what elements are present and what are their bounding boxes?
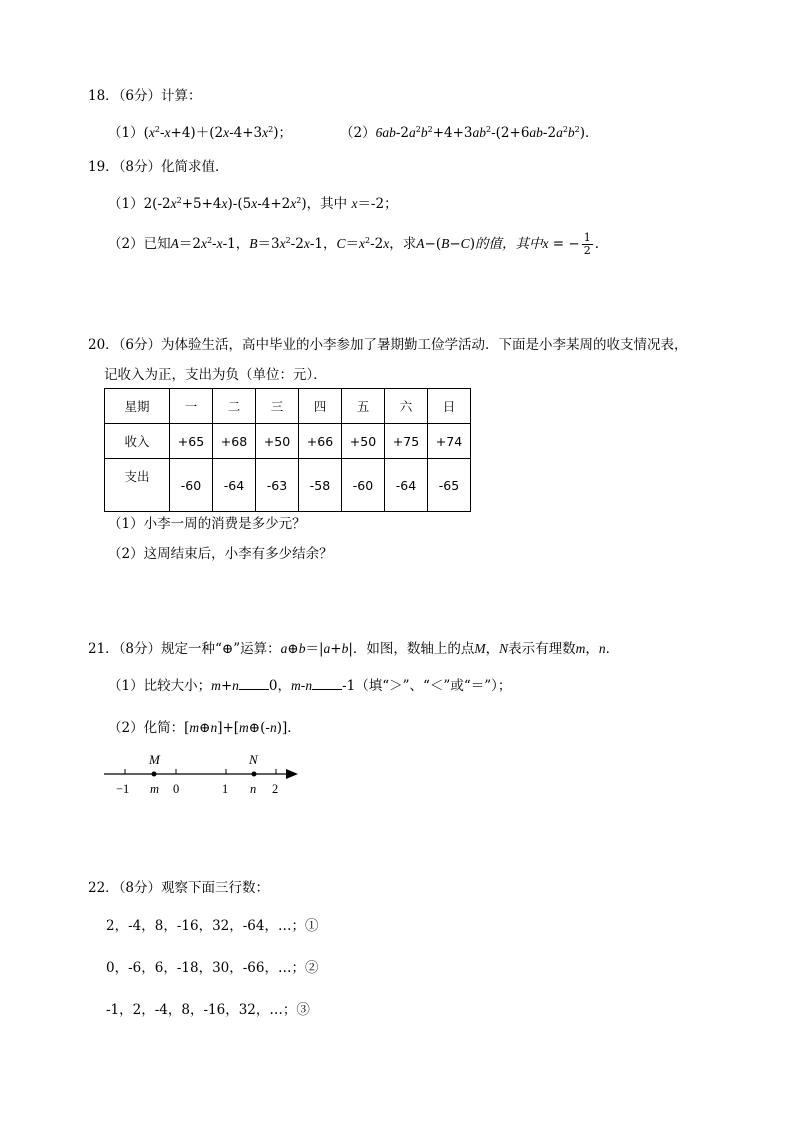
tick-label: −1 [116,782,130,796]
tick-label: 0 [173,782,180,796]
table-header-cell: 星期 [105,389,170,424]
table-cell: -60 [170,459,213,512]
q18-instruction: 计算： [161,88,202,104]
point-n-label: N [249,752,258,767]
table-cell: -58 [299,459,342,512]
table-row-label: 支出 [105,459,170,512]
table-header-row [105,389,471,424]
q18-part2: $(2)6ab-2a^2b^2+4+3ab^2-(2+6ab-2a^2b^2)$． [340,125,599,141]
table-cell: +75 [385,424,428,459]
table-header-cell: 三 [256,389,299,424]
q22-stem: 22．（8分）观察下面三行数： [88,880,270,896]
table-cell: -63 [256,459,299,512]
table-cell: +65 [170,424,213,459]
q19-part2: （2）已知$A=2x^2-x-1$，$B=3x^2-2x-1$，$C=x^2-2x$，求A−(B−C)的值，其中x = − $\frac{1}{2}$ ． [108,231,609,257]
q20-stem-line2: 记收入为正，支出为负（单位：元）． [104,367,327,383]
arrow-icon [286,769,298,779]
tick-label: 2 [272,782,279,796]
table-header-cell: 一 [170,389,213,424]
table-cell: +50 [256,424,299,459]
table-header-cell: 五 [342,389,385,424]
table-header-cell: 日 [428,389,471,424]
point-m [152,772,157,777]
table-header-cell: 六 [385,389,428,424]
q22-row3: -1，2，-4，8，-16，32，…；③ [106,1002,310,1018]
tick-label: n [250,782,257,796]
table-cell: -64 [213,459,256,512]
q20-sub2: （2）这周结束后，小李有多少结余？ [108,546,333,562]
q22-row2: 0，-6，6，-18，30，-66，…；② [106,960,319,976]
q22-row1: 2，-4，8，-16，32，-64，…；① [106,918,319,934]
table-cell: +66 [299,424,342,459]
table-cell: -65 [428,459,471,512]
q21-stem: 21．（8分）规定一种“⊕”运算：a⊕b＝|a+b|．如图，数轴上的点M，N表示有理数m，n． [88,641,620,657]
number-line [100,748,310,798]
table-cell: +68 [213,424,256,459]
q20-sub1: （1）小李一周的消费是多少元？ [108,516,306,532]
table-header-cell: 二 [213,389,256,424]
point-n [252,772,257,777]
table-cell: -64 [385,459,428,512]
tick-label: 1 [222,782,229,796]
q20-stem: 20．（6分）为体验生活，高中毕业的小李参加了暑期勤工俭学活动．下面是小李某周的收支情况表， [88,337,688,353]
table-row-label: 收入 [105,424,170,459]
tick-label: m [150,782,160,796]
table-header-cell: 四 [299,389,342,424]
q19-part1: $(1)2(-2x^2+5+4x)-(5x-4+2x^2)$，其中 x＝-2； [108,196,398,212]
q21-sub1: （1）比较大小；m+n 0，m-n -1（填“＞”、“＜”或“＝”）； [108,678,512,694]
q18-number: 18． [88,88,119,104]
table-row-income [105,424,471,459]
table-row-expense [105,459,471,512]
q18-stem [88,84,202,104]
table-cell: +74 [428,424,471,459]
q19-stem: 19．（8分）化简求值． [88,159,229,175]
point-m-label: M [149,752,160,767]
income-expense-table [104,388,471,512]
q21-sub2: （2）化简：[m⊕n]+[m⊕(-n)]． [108,720,301,736]
q18-part1: $(1)(x^2-x+4)+(2x-4+3x^2)$； [108,125,292,141]
table-cell: -60 [342,459,385,512]
q18-score: （6分） [118,88,162,104]
table-cell: +50 [342,424,385,459]
